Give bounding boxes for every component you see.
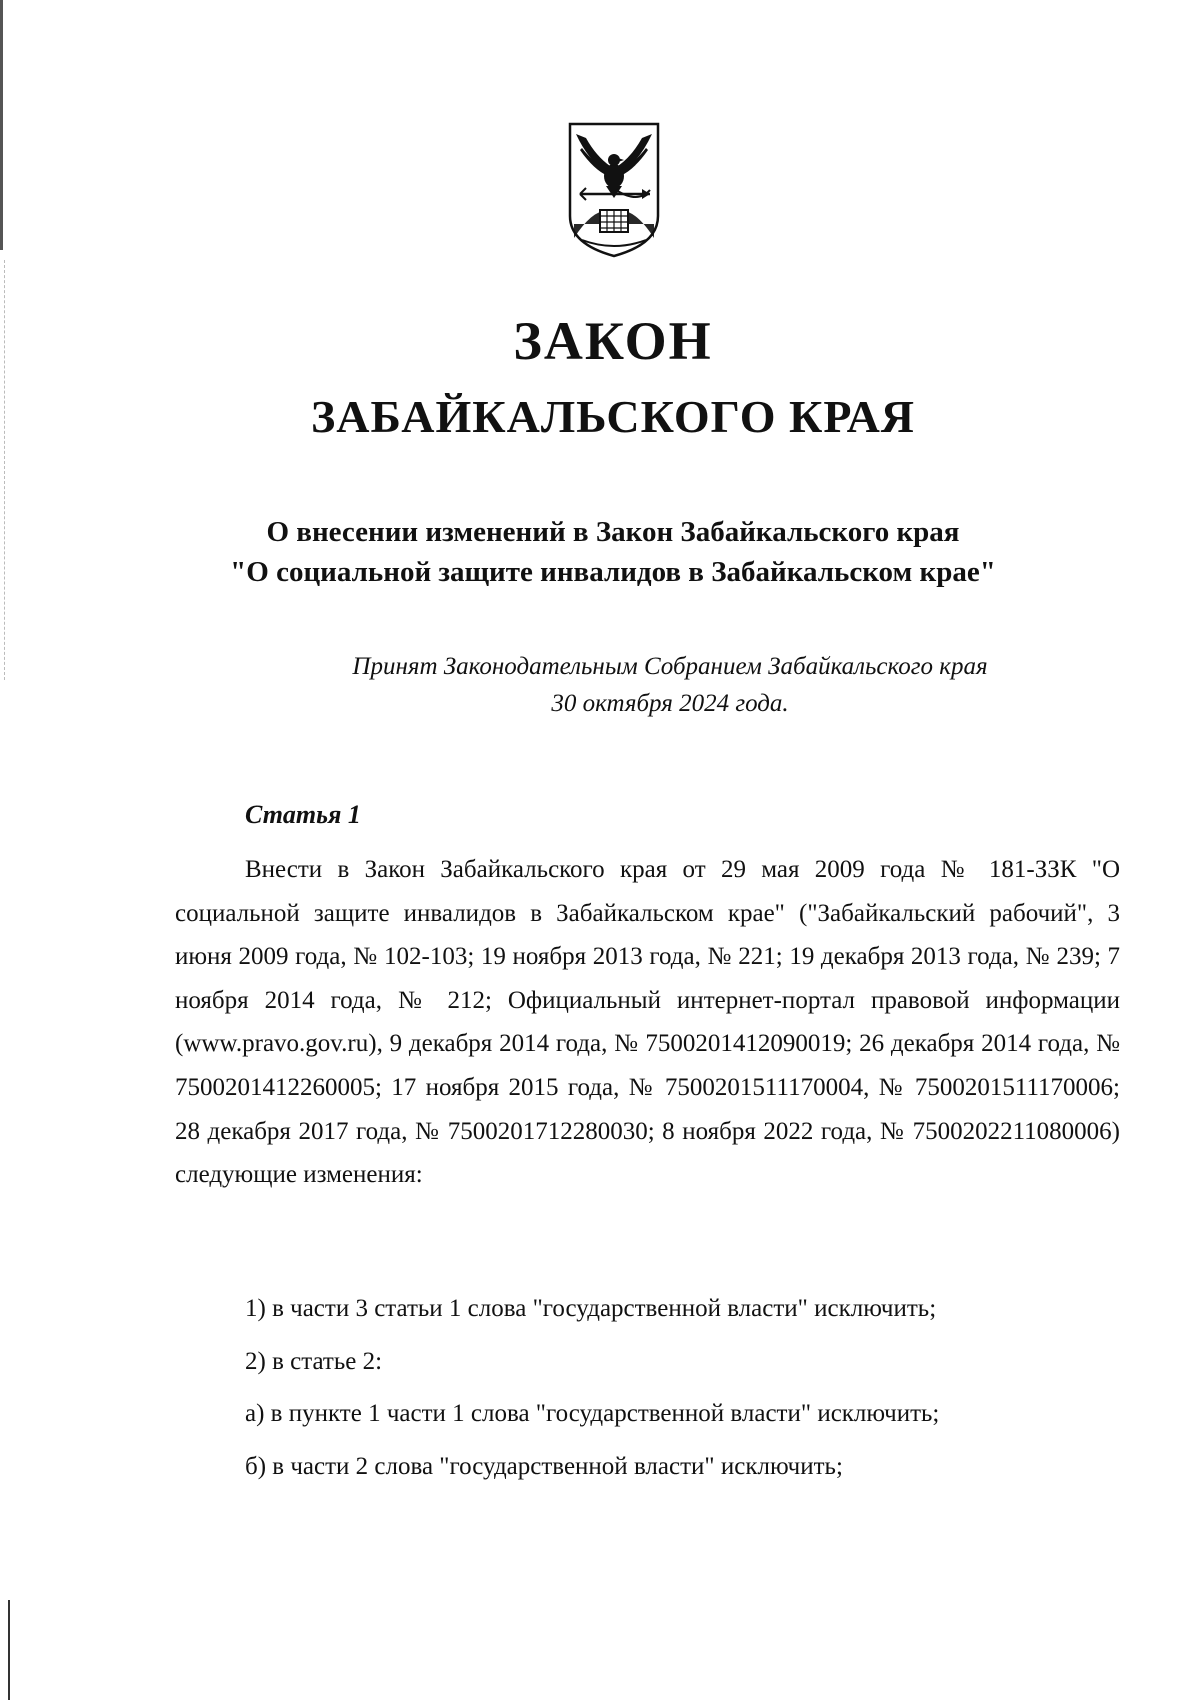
scan-edge-mark-bottom [8, 1600, 10, 1700]
subtitle-line-2: "О социальной защите инвалидов в Забайкальском крае" [230, 556, 996, 588]
adoption-note [0, 648, 1200, 722]
article-body-paragraph: Внести в Закон Забайкальского края от 29 мая 2009 года № 181-ЗЗК "О социальной защите инвалидов в Забайкальском крае" ("Забайкальский рабочий", 3 июня 2009 года, № 102-103; 19 ноября 2013 года, № 221; 19 декабря 2013 года, № 239; 7 ноября 2014 года, № 212; Официальный интернет-портал правовой информации (www.pravo.gov.ru), 9 декабря 2014 года, № 7500201412090019; 26 декабря 2014 года, № 7500201412260005; 17 ноября 2015 года, № 7500201511170004, № 7500201511170006; 28 декабря 2017 года, № 7500201712280030; 8 ноября 2022 года, № 7500202211080006) следующие изменения: [175, 856, 1120, 1189]
list-item: а) в пункте 1 части 1 слова "государственной власти" исключить; [245, 1400, 940, 1427]
law-subtitle [0, 512, 1200, 592]
scan-edge-mark [0, 0, 3, 250]
coat-of-arms-icon [566, 120, 662, 260]
subtitle-line-1: О внесении изменений в Закон Забайкальского края [266, 516, 960, 548]
list-item: 2) в статье 2: [245, 1347, 383, 1375]
list-item: б) в части 2 слова "государственной власти" исключить; [245, 1452, 843, 1480]
law-title: ЗАКОН [513, 311, 713, 371]
article-heading: Статья 1 [245, 800, 361, 829]
adoption-date: 30 октября 2024 года. [551, 690, 789, 717]
list-item: 1) в части 3 статьи 1 слова "государственной власти" исключить; [245, 1295, 937, 1322]
amendment-list [245, 1283, 1125, 1493]
adoption-line-1: Принят Законодательным Собранием Забайкальского края [352, 653, 988, 680]
law-region-title: ЗАБАЙКАЛЬСКОГО КРАЯ [310, 391, 916, 442]
